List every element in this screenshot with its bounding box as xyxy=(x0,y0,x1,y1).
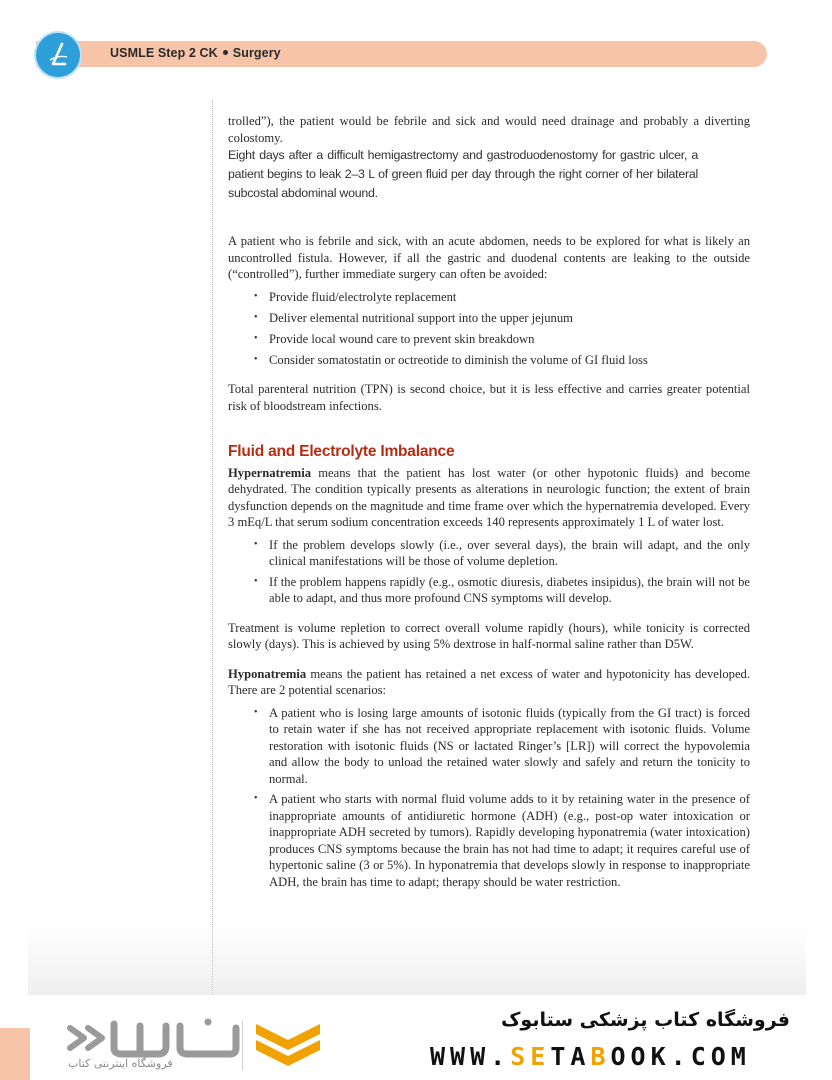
list-item: • Consider somatostatin or octreotide to diminish the volume of GI fluid loss xyxy=(269,352,750,369)
hyponatremia-list xyxy=(228,705,750,891)
paragraph-tpn: Total parenteral nutrition (TPN) is second choice, but it is less effective and carries greater potential risk of bloodstream infections. xyxy=(228,382,750,413)
list-item: • Provide fluid/electrolyte replacement xyxy=(269,289,750,306)
subject-title: Surgery xyxy=(232,46,281,60)
paragraph-hypernatremia xyxy=(228,465,750,531)
clinical-case: Eight days after a difficult hemigastrectomy and gastroduodenostomy for gastric ulcer, a patient begins to leak 2–3 L of green fluid per day through the right corner of her bilateral subcostal abdominal wound. xyxy=(228,148,698,200)
book-logo-icon xyxy=(36,33,80,77)
list-item: • A patient who is losing large amounts of isotonic fluids (typically from the GI tract) is forced to retain water if she has not received appropriate replacement with isotonic fluids. Volume restoration with isotonic fluids (NS or lactated Ringer’s [LR]) will correct the hypovolemia and allow the body to unload the retained water slowly and safely and return the tonicity to normal. xyxy=(269,705,750,788)
paragraph-hyponatremia xyxy=(228,666,750,699)
url-accent: SE xyxy=(510,1042,551,1071)
footer-color-bar xyxy=(0,1028,30,1080)
page-content xyxy=(228,113,750,894)
management-list xyxy=(228,289,750,369)
hyponatremia-text: means the patient has retained a net excess of water and hypotonicity has developed. There are 2 potential scenarios: xyxy=(228,666,750,697)
margin-rule xyxy=(212,100,213,995)
separator-dot xyxy=(223,50,228,55)
logo-subtitle: فروشگاه اینترنتی کتاب xyxy=(68,1057,173,1070)
footer-divider xyxy=(242,1020,243,1070)
list-item: • If the problem develops slowly (i.e., over several days), the brain will adapt, and the only clinical manifestations will be those of volume depletion. xyxy=(269,537,750,570)
term-hypernatremia: Hypernatremia xyxy=(228,465,312,480)
paragraph-treatment: Treatment is volume repletion to correct overall volume rapidly (hours), while tonicity is corrected slowly (days). This is achieved by using 5% dextrose in half-normal saline rather than D5W. xyxy=(228,620,750,651)
running-header xyxy=(110,46,281,60)
watermark-title: فروشگاه کتاب پزشکی ستابوک xyxy=(500,1009,790,1031)
section-heading: Fluid and Electrolyte Imbalance xyxy=(228,443,455,460)
url-accent: B xyxy=(590,1042,611,1071)
list-item: • A patient who starts with normal fluid volume adds to it by retaining water in the presence of inappropriate amounts of antidiuretic hormone (ADH) (e.g., post-op water intoxication or inappropriate ADH secreted by tumors). Rapidly developing hyponatremia (water intoxication) produces CNS symptoms because the brain has not had time to adapt; it requires careful use of hypertonic saline (3 or 5%). In hyponatremia that develops slowly in response to inappropriate ADH, the brain has time to adapt; therapy should be water restriction. xyxy=(269,791,750,890)
url-part: WWW. xyxy=(430,1042,511,1071)
list-item: • If the problem happens rapidly (e.g., osmotic diuresis, diabetes insipidus), the brain will not be able to adapt, and thus more profound CNS symptoms will develop. xyxy=(269,574,750,607)
hypernatremia-list xyxy=(228,537,750,607)
watermark-url xyxy=(430,1042,751,1071)
book-title: USMLE Step 2 CK xyxy=(110,46,218,60)
url-part: OOK.COM xyxy=(610,1042,751,1071)
paragraph-fistula: A patient who is febrile and sick, with an acute abdomen, needs to be explored for what is likely an uncontrolled fistula. However, if all the gastric and duodenal contents are leaking to the outside (“controlled”), further immediate surgery can often be avoided: xyxy=(228,234,750,281)
list-item: • Deliver elemental nutritional support into the upper jejunum xyxy=(269,310,750,327)
term-hyponatremia: Hyponatremia xyxy=(228,666,307,681)
intro-paragraph: trolled”), the patient would be febrile and sick and would need drainage and probably a diverting colostomy. xyxy=(228,114,750,145)
hypernatremia-text: means that the patient has lost water (or other hypotonic fluids) and become dehydrated. The condition typically presents as alterations in neurologic function; the extent of brain dysfunction depends on the magnitude and time frame over which the hypernatremia developed. Every 3 mEq/L that serum sodium concentration exceeds 140 represents approximately 1 L of water lost. xyxy=(228,465,750,529)
book-chevron-icon xyxy=(252,1018,324,1074)
scan-shadow xyxy=(28,925,806,995)
url-part: TA xyxy=(550,1042,591,1071)
list-item: • Provide local wound care to prevent skin breakdown xyxy=(269,331,750,348)
